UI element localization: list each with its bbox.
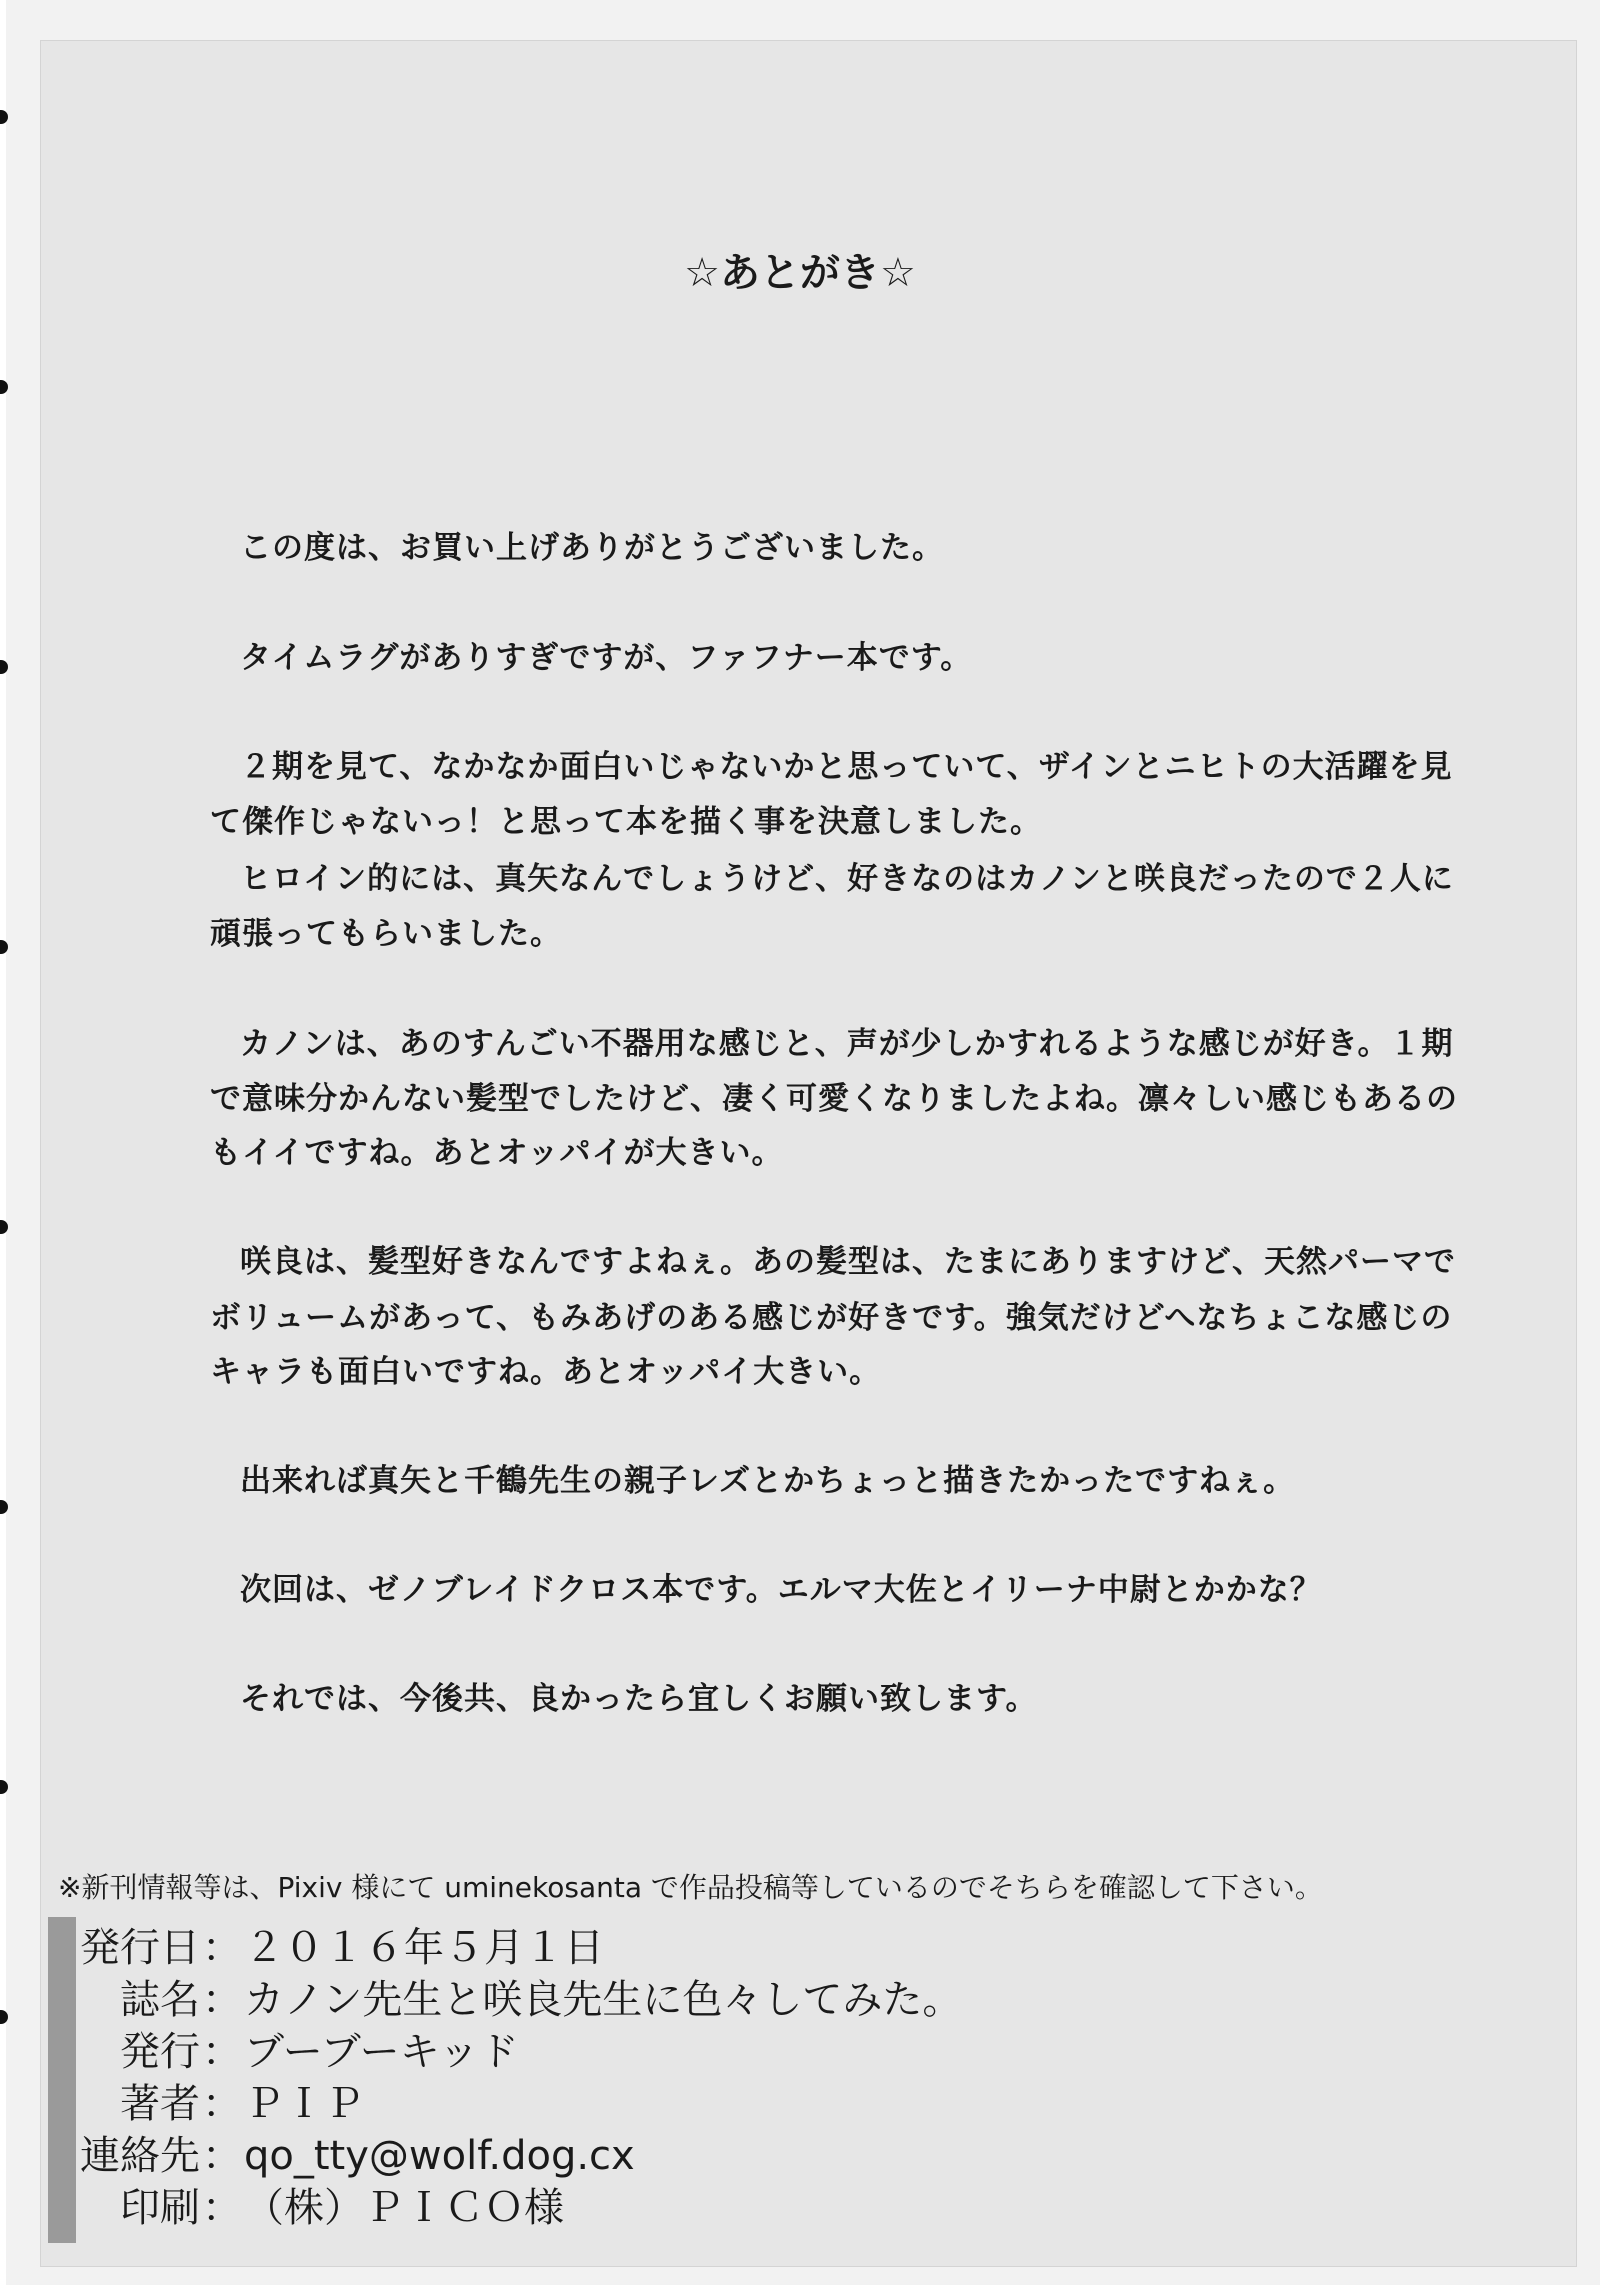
- body-line: で意味分かんない髪型でしたけど、凄く可愛くなりましたよね。凛々しい感じもあるの: [210, 1081, 1458, 1117]
- body-line: キャラも面白いですね。あとオッパイ大きい。: [210, 1354, 882, 1390]
- colophon-row-date: [50, 1922, 962, 1974]
- colophon-value: （株）ＰＩＣＯ様: [244, 2185, 564, 2231]
- colophon-colon: ：: [202, 1925, 242, 1971]
- colophon-value: ２０１６年５月１日: [244, 1925, 604, 1971]
- colophon-colon: ：: [202, 2185, 242, 2231]
- body-line: もイイですね。あとオッパイが大きい。: [210, 1135, 784, 1171]
- colophon-label: 誌名: [120, 1977, 200, 2023]
- colophon-row-title: [50, 1974, 962, 2026]
- binding-mark: [0, 660, 8, 674]
- colophon-colon: ：: [202, 1977, 242, 2023]
- binding-mark: [0, 1500, 8, 1514]
- colophon-colon: ：: [202, 2029, 242, 2075]
- body-line: ボリュームがあって、もみあげのある感じが好きです。強気だけどへなちょこな感じの: [210, 1300, 1453, 1336]
- binding-mark: [0, 2010, 8, 2024]
- binding-mark: [0, 110, 8, 124]
- body-line: て傑作じゃないっ！と思って本を描く事を決意しました。: [210, 804, 1042, 840]
- colophon-row-printer: [50, 2182, 962, 2234]
- body-line: この度は、お買い上げありがとうございました。: [240, 530, 944, 566]
- body-line: ヒロイン的には、真矢なんでしょうけど、好きなのはカノンと咲良だったので２人に: [240, 861, 1454, 897]
- body-line: タイムラグがありすぎですが、ファフナー本です。: [240, 640, 973, 676]
- page-edge: [0, 0, 6, 2285]
- colophon-colon: ：: [202, 2133, 242, 2179]
- binding-mark: [0, 1220, 8, 1234]
- body-line: ２期を見て、なかなか面白いじゃないかと思っていて、ザインとニヒトの大活躍を見: [240, 749, 1453, 785]
- binding-mark: [0, 1780, 8, 1794]
- colophon-value: ＰＩＰ: [244, 2081, 364, 2127]
- page-title: ☆あとがき☆: [684, 250, 916, 296]
- body-line: 次回は、ゼノブレイドクロス本です。エルマ大佐とイリーナ中尉とかかな？: [240, 1572, 1322, 1608]
- colophon-label: 発行日: [80, 1925, 200, 1971]
- colophon-value: カノン先生と咲良先生に色々してみた。: [244, 1977, 963, 2023]
- release-info-note: ※新刊情報等は、Pixiv 様にて uminekosanta で作品投稿等しているのでそちらを確認して下さい。: [58, 1871, 1323, 1904]
- colophon-label: 連絡先: [80, 2133, 200, 2179]
- body-line: カノンは、あのすんごい不器用な感じと、声が少しかすれるような感じが好き。１期: [240, 1026, 1454, 1062]
- colophon-value: qo_tty@wolf.dog.cx: [244, 2133, 635, 2179]
- body-line: 出来れば真矢と千鶴先生の親子レズとかちょっと描きたかったですねぇ。: [240, 1463, 1296, 1499]
- colophon: [50, 1922, 962, 2234]
- binding-mark: [0, 380, 8, 394]
- colophon-label: 発行: [120, 2029, 200, 2075]
- colophon-label: 印刷: [120, 2185, 200, 2231]
- colophon-colon: ：: [202, 2081, 242, 2127]
- colophon-row-publisher: [50, 2026, 962, 2078]
- body-line: 頑張ってもらいました。: [210, 916, 562, 952]
- body-line: 咲良は、髪型好きなんですよねぇ。あの髪型は、たまにありますけど、天然パーマで: [240, 1244, 1456, 1280]
- colophon-row-author: [50, 2078, 962, 2130]
- binding-mark: [0, 940, 8, 954]
- body-line: それでは、今後共、良かったら宜しくお願い致します。: [240, 1681, 1038, 1717]
- colophon-label: 著者: [120, 2081, 200, 2127]
- colophon-value: ブーブーキッド: [244, 2029, 519, 2075]
- colophon-row-contact: [50, 2130, 962, 2182]
